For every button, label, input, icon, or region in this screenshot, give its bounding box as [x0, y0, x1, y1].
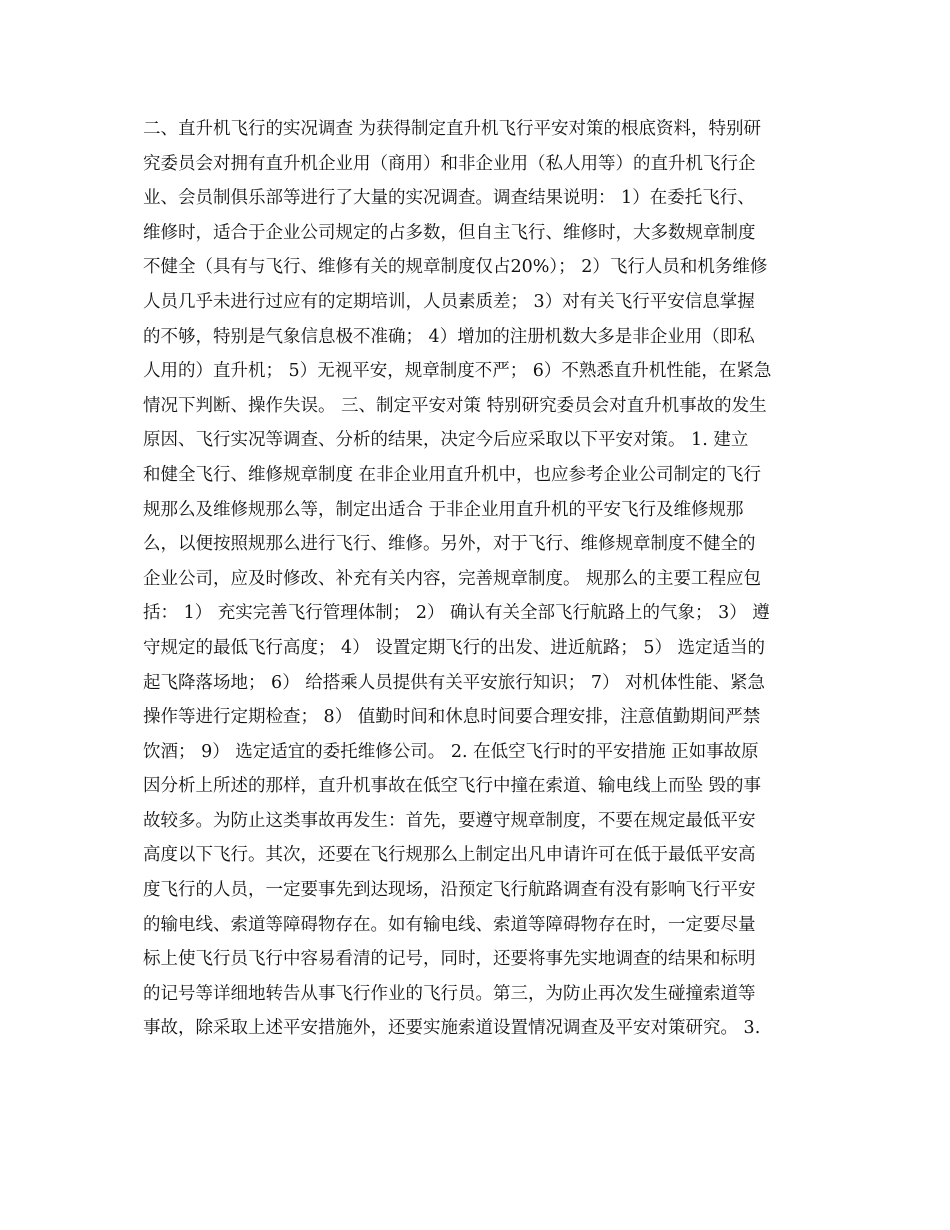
- text-line-5: 不健全（具有与飞行、维修有关的规章制度仅占20%）； 2）飞行人员和机务维修: [143, 257, 768, 278]
- text-line-18: 操作等进行定期检查； 8） 值勤时间和休息时间要合理安排，注意值勤期间严禁: [143, 707, 761, 728]
- text-line-27: 事故，除采取上述平安措施外，还要实施索道设置情况调查及平安对策研究。 3.: [143, 1018, 761, 1039]
- text-line-14: 企业公司，应及时修改、补充有关内容，完善规章制度。 规那么的主要工程应包: [143, 568, 762, 589]
- text-line-7: 的不够，特别是气象信息极不准确； 4）增加的注册机数大多是非企业用（即私: [143, 326, 755, 347]
- text-line-13: 么，以便按照规那么进行飞行、维修。另外，对于飞行、维修规章制度不健全的: [143, 534, 756, 555]
- text-line-1: 二、直升机飞行的实况调查 为获得制定直升机飞行平安对策的根底资料，特别研: [143, 119, 762, 139]
- text-line-3: 业、会员制俱乐部等进行了大量的实况调查。调查结果说明： 1）在委托飞行、: [143, 188, 755, 209]
- text-line-11: 和健全飞行、维修规章制度 在非企业用直升机中，也应参考企业公司制定的飞行: [143, 464, 762, 485]
- text-line-12: 规那么及维修规那么等，制定出适合 于非企业用直升机的平安飞行及维修规那: [143, 499, 744, 520]
- text-line-26: 的记号等详细地转告从事飞行作业的飞行员。第三，为防止再次发生碰撞索道等: [143, 983, 756, 1004]
- text-line-25: 标上使飞行员飞行中容易看清的记号，同时，还要将事先实地调查的结果和标明: [143, 949, 756, 970]
- text-line-24: 的输电线、索道等障碍物存在。如有输电线、索道等障碍物存在时，一定要尽量: [143, 914, 756, 935]
- text-line-23: 度飞行的人员，一定要事先到达现场，沿预定飞行航路调查有没有影响飞行平安: [143, 880, 756, 901]
- body-text: [143, 112, 813, 1046]
- text-line-19: 饮酒； 9） 选定适宜的委托维修公司。 2. 在低空飞行时的平安措施 正如事故原: [143, 741, 759, 762]
- text-line-6: 人员几乎未进行过应有的定期培训，人员素质差； 3）对有关飞行平安信息掌握: [143, 291, 755, 312]
- text-line-17: 起飞降落场地； 6） 给搭乘人员提供有关平安旅行知识； 7） 对机体性能、紧急: [143, 672, 766, 693]
- text-line-10: 原因、飞行实况等调查、分析的结果，决定今后应采取以下平安对策。 1. 建立: [143, 430, 749, 451]
- text-line-20: 因分析上所述的那样，直升机事故在低空飞行中撞在索道、输电线上而坠 毁的事: [143, 776, 762, 797]
- text-line-2: 究委员会对拥有直升机企业用（商用）和非企业用（私人用等）的直升机飞行企: [143, 153, 756, 174]
- text-line-4: 维修时，适合于企业公司规定的占多数，但自主飞行、维修时，大多数规章制度: [143, 222, 756, 243]
- text-line-21: 故较多。为防止这类事故再发生：首先，要遵守规章制度，不要在规定最低平安: [143, 810, 756, 831]
- text-line-16: 守规定的最低飞行高度； 4） 设置定期飞行的出发、进近航路； 5） 选定适当的: [143, 637, 766, 658]
- text-line-22: 高度以下飞行。其次，还要在飞行规那么上制定出凡申请许可在低于最低平安高: [143, 845, 756, 866]
- text-line-8: 人用的）直升机； 5）无视平安，规章制度不严； 6）不熟悉直升机性能，在紧急: [143, 361, 772, 382]
- text-line-9: 情况下判断、操作失误。 三、制定平安对策 特别研究委员会对直升机事故的发生: [143, 395, 767, 416]
- text-line-15: 括： 1） 充实完善飞行管理体制； 2） 确认有关全部飞行航路上的气象； 3） 遵: [143, 603, 770, 624]
